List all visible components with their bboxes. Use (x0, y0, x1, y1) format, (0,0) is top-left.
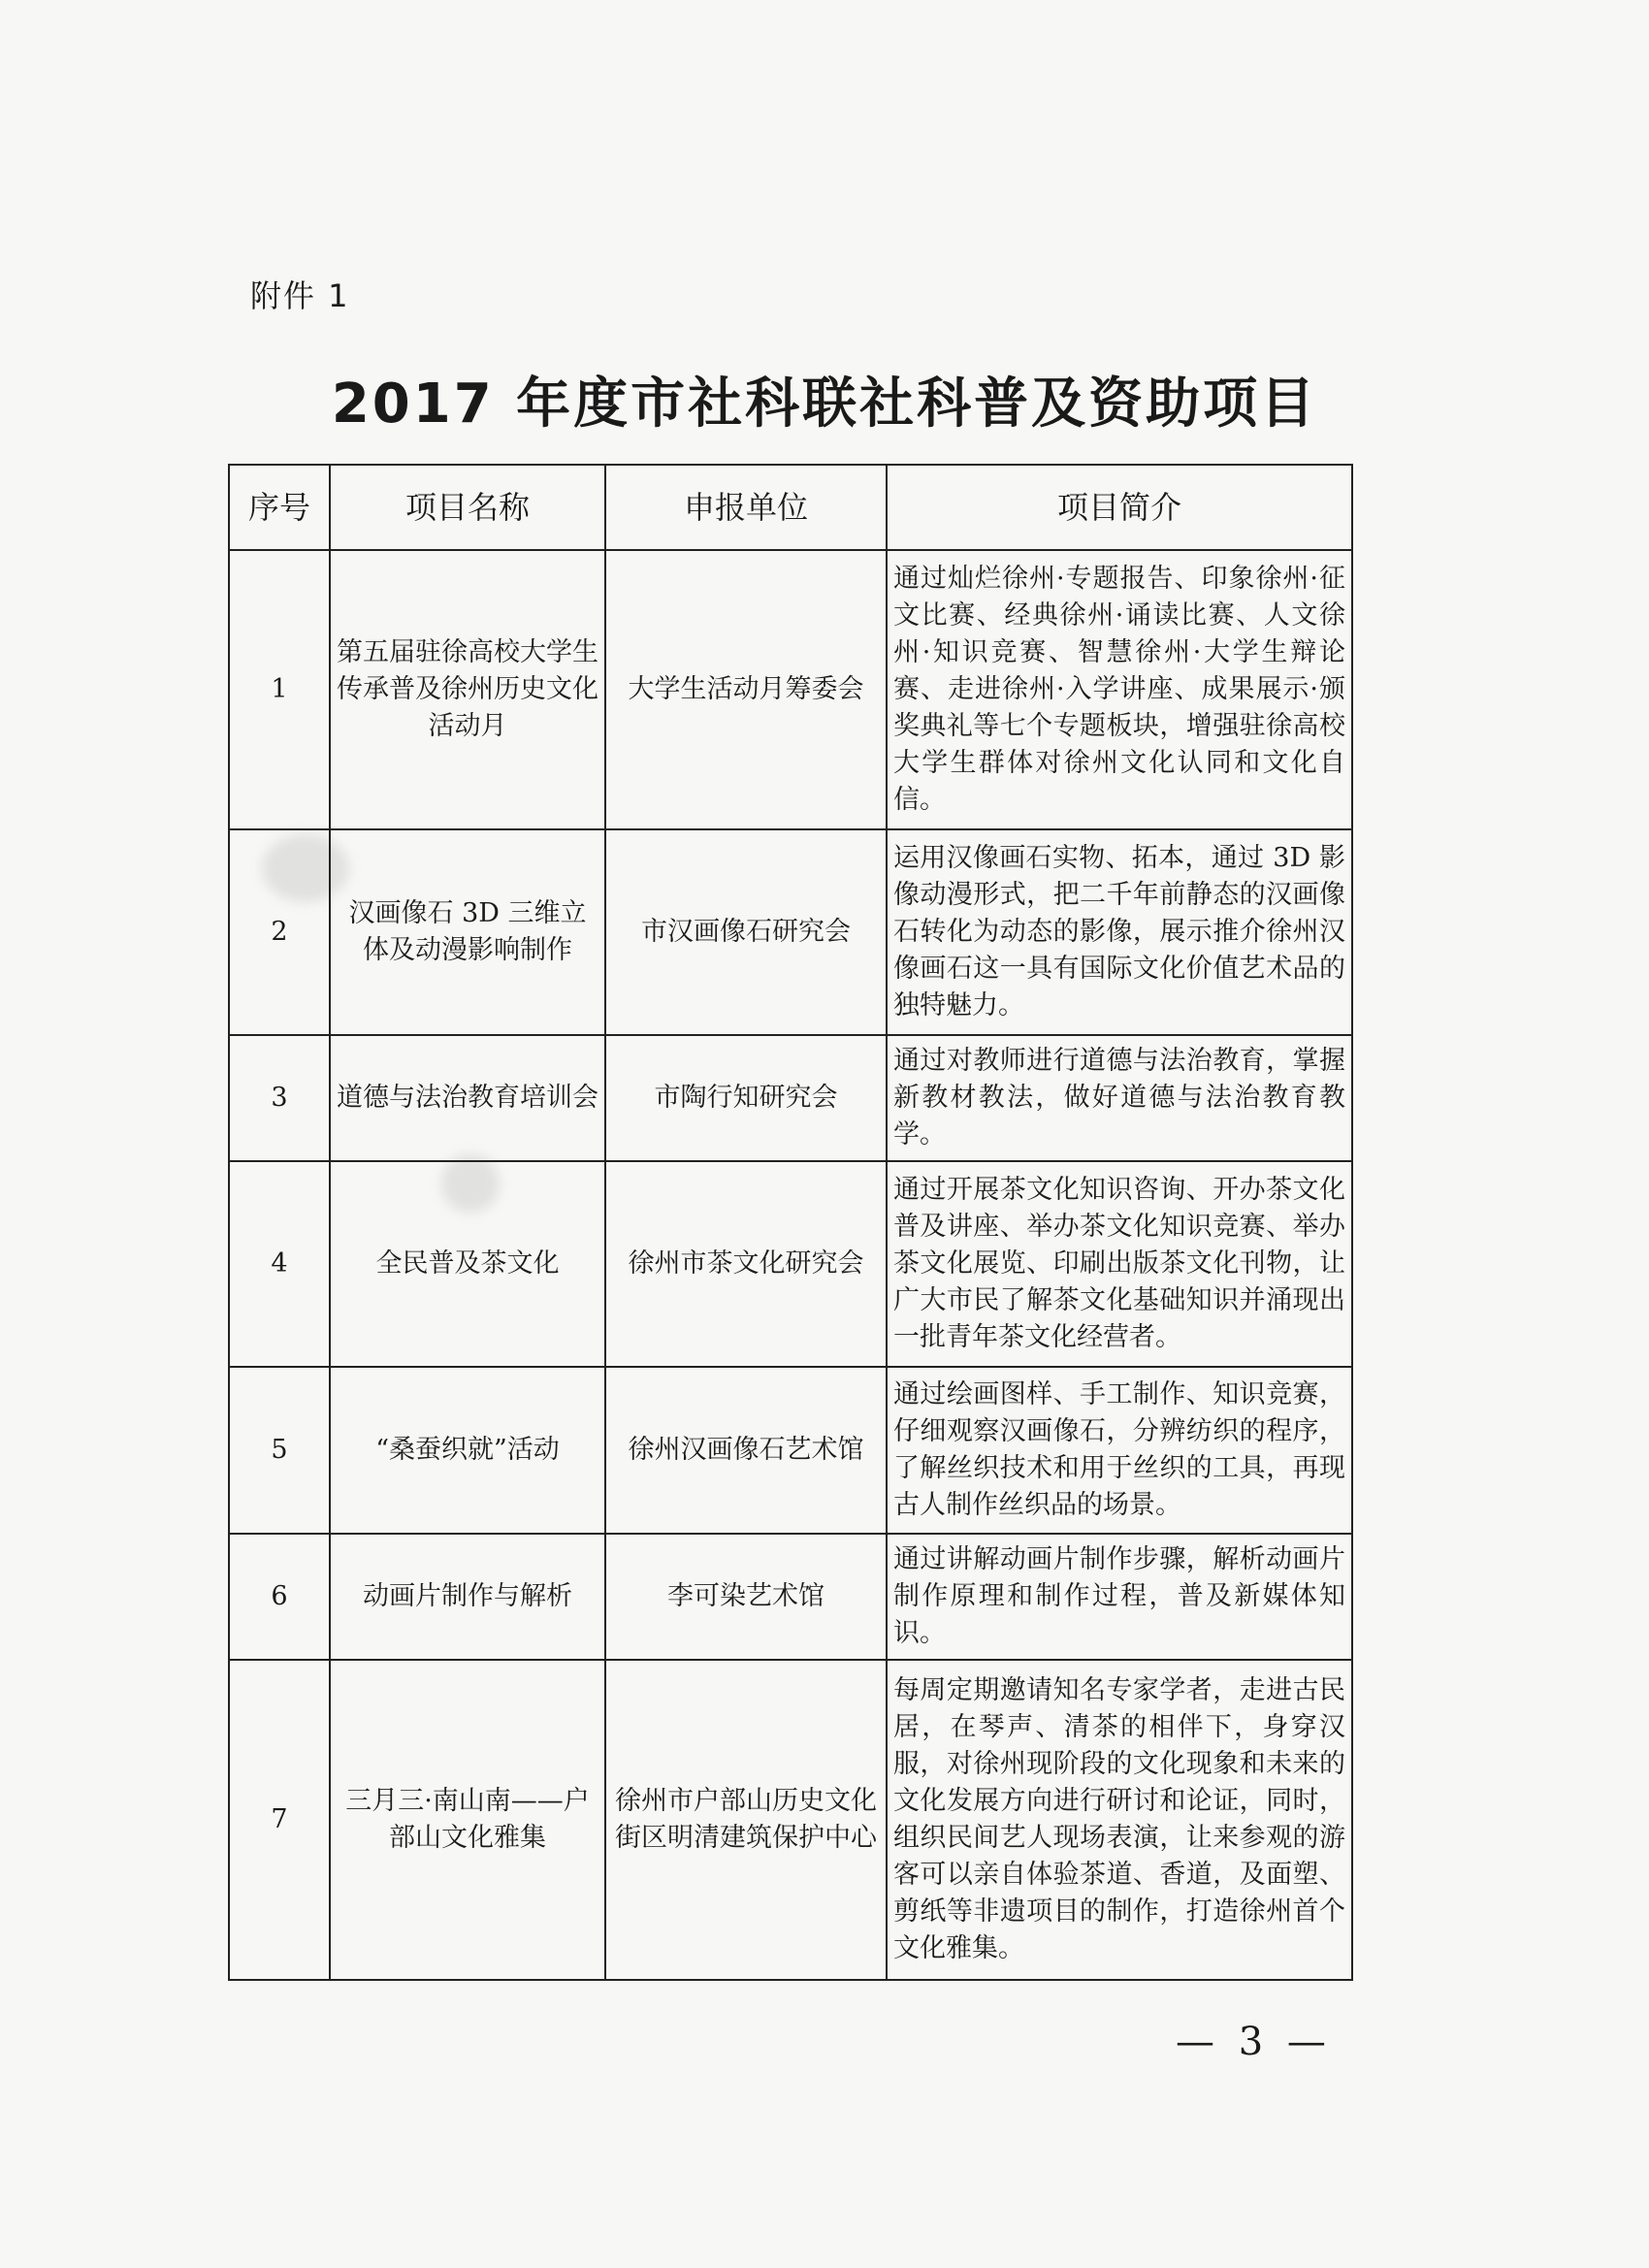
table-row (229, 1534, 1352, 1660)
row-desc: 通过绘画图样、手工制作、知识竞赛，仔细观察汉画像石，分辨纺织的程序，了解丝织技术和用于丝织的工具，再现古人制作丝织品的场景。 (887, 1367, 1352, 1534)
row-name: 三月三·南山南——户部山文化雅集 (330, 1660, 605, 1980)
table-row (229, 1161, 1352, 1367)
row-desc: 运用汉像画石实物、拓本，通过 3D 影像动漫形式，把二千年前静态的汉画像石转化为动态的影像，展示推介徐州汉像画石这一具有国际文化价值艺术品的独特魅力。 (887, 829, 1352, 1035)
row-name: 道德与法治教育培训会 (330, 1035, 605, 1161)
row-num: 2 (229, 829, 330, 1035)
table-row (229, 1035, 1352, 1161)
attachment-label: 附件 1 (250, 277, 350, 314)
row-desc: 每周定期邀请知名专家学者，走进古民居，在琴声、清茶的相伴下，身穿汉服，对徐州现阶段的文化现象和未来的文化发展方向进行研讨和论证，同时，组织民间艺人现场表演，让来参观的游客可以亲自体验茶道、香道，及面塑、剪纸等非遗项目的制作，打造徐州首个文化雅集。 (887, 1660, 1352, 1980)
page-number: — 3 — (1176, 2020, 1332, 2064)
row-unit: 徐州市茶文化研究会 (605, 1161, 887, 1367)
row-unit: 徐州市户部山历史文化街区明清建筑保护中心 (605, 1660, 887, 1980)
row-desc: 通过对教师进行道德与法治教育，掌握新教材教法，做好道德与法治教育教学。 (887, 1035, 1352, 1161)
row-unit: 大学生活动月筹委会 (605, 550, 887, 829)
row-num: 1 (229, 550, 330, 829)
row-unit: 市汉画像石研究会 (605, 829, 887, 1035)
row-name: 第五届驻徐高校大学生传承普及徐州历史文化活动月 (330, 550, 605, 829)
header-unit: 申报单位 (605, 465, 887, 550)
header-desc: 项目简介 (887, 465, 1352, 550)
row-desc: 通过灿烂徐州·专题报告、印象徐州·征文比赛、经典徐州·诵读比赛、人文徐州·知识竞赛、智慧徐州·大学生辩论赛、走进徐州·入学讲座、成果展示·颁奖典礼等七个专题板块，增强驻徐高校大学生群体对徐州文化认同和文化自信。 (887, 550, 1352, 829)
row-name: 全民普及茶文化 (330, 1161, 605, 1367)
table-row (229, 1660, 1352, 1980)
row-num: 6 (229, 1534, 330, 1660)
row-num: 5 (229, 1367, 330, 1534)
header-num: 序号 (229, 465, 330, 550)
table-row (229, 1367, 1352, 1534)
row-name: “桑蚕织就”活动 (330, 1367, 605, 1534)
table-row (229, 550, 1352, 829)
projects-table (228, 464, 1353, 1981)
header-name: 项目名称 (330, 465, 605, 550)
row-num: 7 (229, 1660, 330, 1980)
row-unit: 徐州汉画像石艺术馆 (605, 1367, 887, 1534)
row-num: 3 (229, 1035, 330, 1161)
page-title: 2017 年度市社科联社科普及资助项目 (331, 373, 1318, 436)
table-header-row (229, 465, 1352, 550)
table-row (229, 829, 1352, 1035)
row-desc: 通过讲解动画片制作步骤，解析动画片制作原理和制作过程，普及新媒体知识。 (887, 1534, 1352, 1660)
row-name: 汉画像石 3D 三维立体及动漫影响制作 (330, 829, 605, 1035)
row-unit: 李可染艺术馆 (605, 1534, 887, 1660)
row-num: 4 (229, 1161, 330, 1367)
row-unit: 市陶行知研究会 (605, 1035, 887, 1161)
row-desc: 通过开展茶文化知识咨询、开办茶文化普及讲座、举办茶文化知识竞赛、举办茶文化展览、印刷出版茶文化刊物，让广大市民了解茶文化基础知识并涌现出一批青年茶文化经营者。 (887, 1161, 1352, 1367)
row-name: 动画片制作与解析 (330, 1534, 605, 1660)
